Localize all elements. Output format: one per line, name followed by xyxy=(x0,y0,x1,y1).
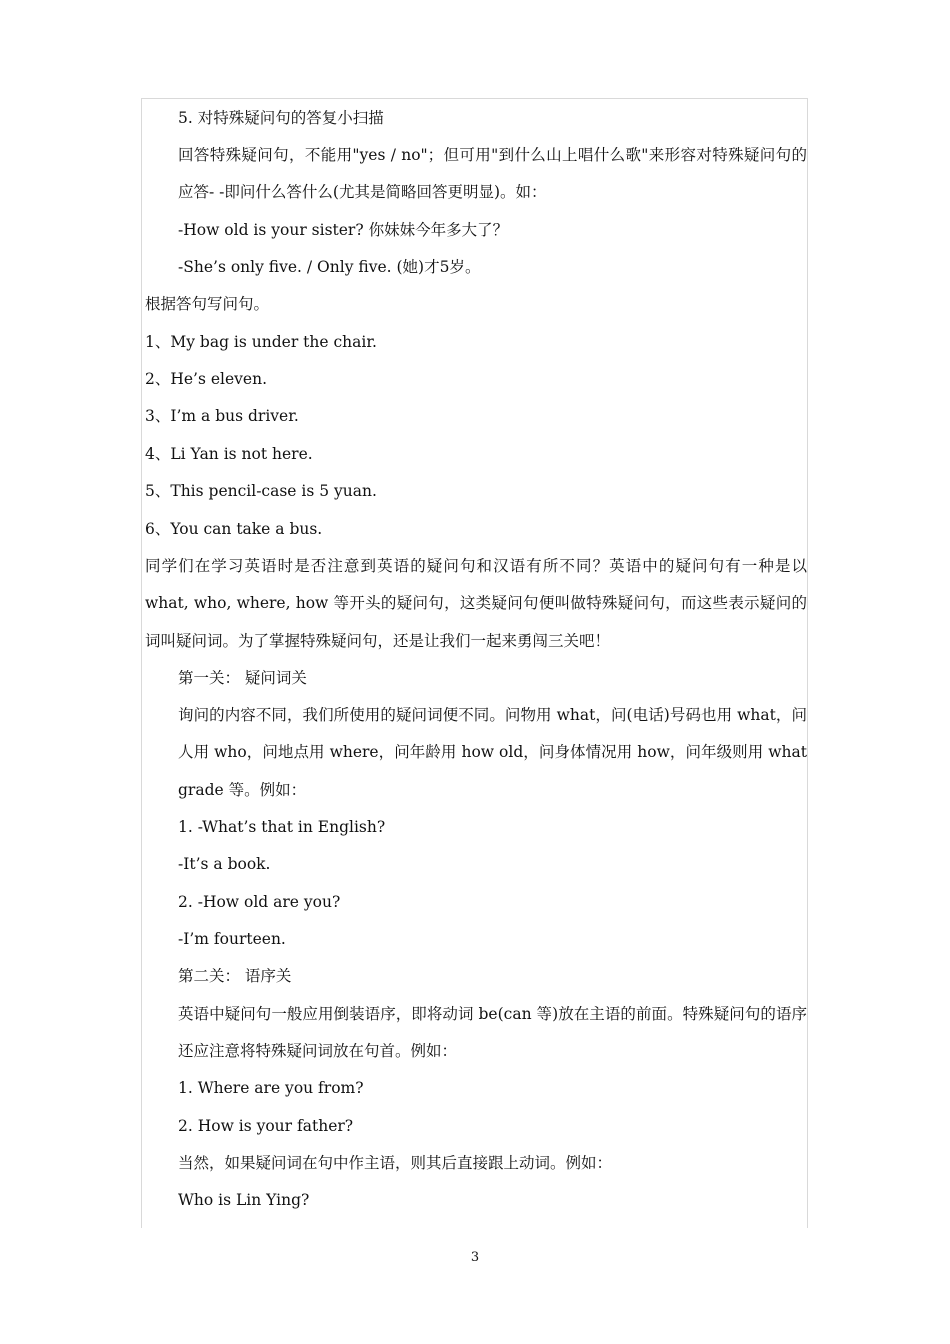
paragraph: 当然，如果疑问词在句中作主语，则其后直接跟上动词。例如： xyxy=(178,1154,613,1172)
page-number: 3 xyxy=(470,1250,480,1265)
example-sentence: Who is Lin Ying? xyxy=(178,1191,310,1209)
paragraph: 同学们在学习英语时是否注意到英语的疑问句和汉语有所不同？英语中的疑问句有一种是以 what, who, where, how 等开头的疑问句，这类疑问句便叫做特殊疑问句，而这些表示疑问的词叫疑问词。为了掌握特殊疑问句，还是让我们一起来勇闯三关吧！ xyxy=(145,557,807,650)
example-question: -How old is your sister? 你妹妹今年多大了？ xyxy=(178,221,509,239)
exercise-item: 6、You can take a bus. xyxy=(145,520,323,538)
exercise-item: 2、He’s eleven. xyxy=(145,370,268,388)
level-heading: 第二关： 语序关 xyxy=(178,967,292,985)
example-answer: -I’m fourteen. xyxy=(178,930,286,948)
exercise-item: 3、I’m a bus driver. xyxy=(145,407,299,425)
example-answer: -It’s a book. xyxy=(178,855,271,873)
example-answer: -She’s only five. / Only five. (她)才5岁。 xyxy=(178,258,481,276)
example-sentence: 2. How is your father? xyxy=(178,1117,354,1135)
paragraph: 英语中疑问句一般应用倒装语序，即将动词 be(can 等)放在主语的前面。特殊疑问句的语序还应注意将特殊疑问词放在句首。例如： xyxy=(178,1005,807,1061)
section-heading: 5. 对特殊疑问句的答复小扫描 xyxy=(178,109,384,127)
paragraph: 询问的内容不同，我们所使用的疑问词便不同。问物用 what，问(电话)号码也用 what，问人用 who，问地点用 where，问年龄用 how old，问身体情况用 how，问年级则用 what grade 等。例如： xyxy=(178,706,807,799)
example-question: 2. -How old are you? xyxy=(178,893,341,911)
paragraph: 回答特殊疑问句，不能用"yes / no"；但可用"到什么山上唱什么歌"来形容对特殊疑问句的应答- -即问什么答什么(尤其是简略回答更明显)。如： xyxy=(178,146,807,202)
example-sentence: 1. Where are you from? xyxy=(178,1079,364,1097)
exercise-instruction: 根据答句写问句。 xyxy=(145,295,270,313)
exercise-item: 1、My bag is under the chair. xyxy=(145,333,377,351)
level-heading: 第一关： 疑问词关 xyxy=(178,669,307,687)
example-question: 1. -What’s that in English? xyxy=(178,818,386,836)
exercise-item: 4、Li Yan is not here. xyxy=(145,445,313,463)
exercise-item: 5、This pencil-case is 5 yuan. xyxy=(145,482,377,500)
